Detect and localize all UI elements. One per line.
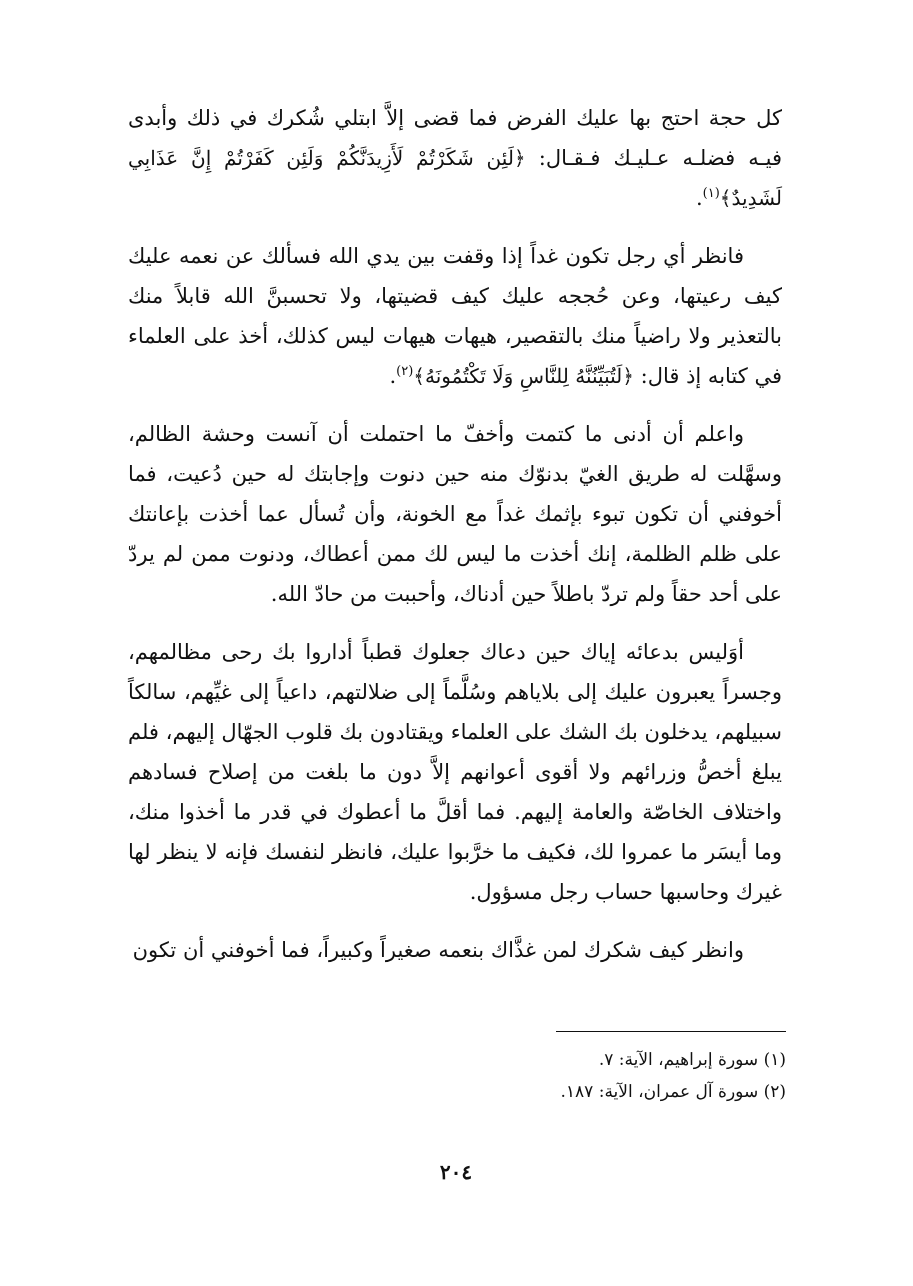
- page-number: ٢٠٤: [439, 1160, 473, 1184]
- footnote-ref-1: (١): [702, 186, 720, 201]
- footnote-divider: [556, 1031, 786, 1032]
- paragraph-1-end: .: [695, 186, 703, 210]
- footnote-2: (٢) سورة آل عمران، الآية: ١٨٧.: [560, 1082, 786, 1102]
- paragraph-4: أوَليس بدعائه إياك حين دعاك جعلوك قطباً أداروا بك رحى مظالمهم، وجسراً يعبرون عليك إلى بلاياهم وسُلَّماً إلى ضلالتهم، داعياً إلى غيِّهم، سالكاً سبيلهم، يدخلون بك الشك على العلماء ويقتادون بك قلوب الجهّال إليهم، فلم يبلغ أخصُّ وزرائهم ولا أقوى أعوانهم إلاَّ دون ما بلغت من إصلاح فسادهم واختلاف الخاصّة والعامة إليهم. فما أقلَّ ما أعطوك في قدر ما أخذوا منك، وما أيسَر ما عمروا لك، فكيف ما خرَّبوا عليك، فانظر لنفسك فإنه لا ينظر لها غيرك وحاسبها حساب رجل مسؤول.: [128, 640, 782, 904]
- main-text: [128, 98, 782, 970]
- footnotes: [456, 1044, 786, 1108]
- quran-verse-2: ﴿لَتُبَيِّنُنَّهُ لِلنَّاسِ وَلَا تَكْتُمُونَهُ﴾: [413, 364, 634, 388]
- paragraph-2: [128, 236, 782, 396]
- quran-verse-1: ﴿لَئِن شَكَرْتُمْ لَأَزِيدَنَّكُمْ وَلَئِن كَفَرْتُمْ إِنَّ عَذَابِي لَشَدِيدٌ﴾: [128, 146, 782, 210]
- paragraph-1-text: كل حجة احتج بها عليك الفرض فما قضى إلاَّ ابتلي شُكرك في ذلك وأبدى فيـه فضلـه عـليـك فـقـال:: [128, 106, 783, 170]
- paragraph-2-end: .: [389, 364, 397, 388]
- footnote-ref-2: (٢): [396, 364, 414, 379]
- paragraph-1: [128, 98, 782, 218]
- paragraph-2-text: فانظر أي رجل تكون غداً إذا وقفت بين يدي الله فسألك عن نعمه عليك كيف رعيتها، وعن حُججه عليك كيف قضيتها، ولا تحسبنَّ الله قابلاً منك بالتعذير ولا راضياً منك بالتقصير، هيهات هيهات ليس كذلك، أخذ على العلماء في كتابه إذ قال:: [128, 244, 782, 388]
- paragraph-5: وانظر كيف شكرك لمن غذَّاك بنعمه صغيراً وكبيراً، فما أخوفني أن تكون: [132, 938, 744, 962]
- paragraph-3: واعلم أن أدنى ما كتمت وأخفّ ما احتملت أن آنست وحشة الظالم، وسهَّلت له طريق الغيّ بدنوّك منه حين دنوت وإجابتك له حين دُعيت، فما أخوفني أن تكون تبوء بإثمك غداً مع الخونة، وأن تُسأل عما أخذت بإعانتك على ظلم الظلمة، إنك أخذت ما ليس لك ممن أعطاك، ودنوت ممن لم يردّ على أحد حقاً ولم تردّ باطلاً حين أدناك، وأحببت من حادّ الله.: [128, 422, 782, 606]
- footnote-1: (١) سورة إبراهيم، الآية: ٧.: [598, 1050, 786, 1070]
